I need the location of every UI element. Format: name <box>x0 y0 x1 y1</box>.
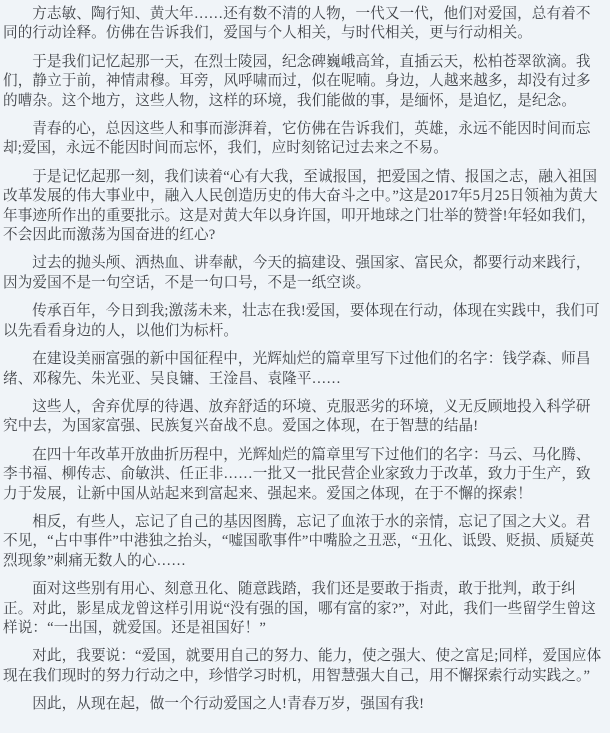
paragraph: 对此，我要说：“爱国，就要用自己的努力、能力，使之强大、使之富足;同样，爱国应体现在我们现时的努力行动之中，珍惜学习时机，用智慧强大自己，用不懈探索行动实践之。” <box>3 648 602 684</box>
paragraph: 传承百年，今日到我;激荡未来，壮志在我!爱国，要体现在行动，体现在实践中，我们可以先看看身边的人，以他们为标杆。 <box>3 303 600 339</box>
paragraph: 因此，从现在起，做一个行动爱国之人!青春万岁，强国有我! <box>32 696 425 713</box>
paragraph: 于是记忆起那一刻，我们读着“心有大我，至诚报国，把爱国之情、报国之志，融入祖国改革发展的伟大事业中，融入人民创造历史的伟大奋斗之中。”这是2017年5月25日领袖为黄大年事迹所作出的重要批示。这是对黄大年以身许国，叩开地球之门壮举的赞誉!年轻如我们，不会因此而激荡为国奋进的红心? <box>3 168 598 244</box>
paragraph: 青春的心，总因这些人和事而澎湃着，它仿佛在告诉我们，英雄，永远不能因时间而忘却;爱国，永远不能因时间而忘怀，我们，应时刻铭记过去来之不易。 <box>3 121 591 157</box>
paragraph: 面对这些别有用心、刻意丑化、随意践踏，我们还是要敢于指责，敢于批判，敢于纠正。对此，影星成龙曾这样引用说“没有强的国，哪有富的家?”，对此，我们一些留学生曾这样说：“一出国，就爱国。还是祖国好！” <box>3 581 596 636</box>
paragraph: 方志敏、陶行知、黄大年……还有数不清的人物，一代又一代，他们对爱国，总有着不同的行动诠释。仿佛在告诉我们，爱国与个人相关，与时代相关，更与行动相关。 <box>3 6 591 42</box>
paragraph: 过去的抛头颅、洒热血、讲奉献，今天的搞建设、强国家、富民众，都要行动来践行，因为爱国不是一句空话，不是一句口号，不是一纸空谈。 <box>3 255 591 291</box>
paragraph: 在建设美丽富强的新中国征程中，光辉灿烂的篇章里写下过他们的名字：钱学森、师昌绪、邓稼先、朱光亚、吴良镛、王淦昌、袁隆平…… <box>3 351 591 387</box>
paragraph: 在四十年改革开放曲折历程中，光辉灿烂的篇章里写下过他们的名字：马云、马化腾、李书福、柳传志、俞敏洪、任正非……一批又一批民营企业家致力于改革，致力于生产，致力于发展，让新中国从站起来到富起来、强起来。爱国之体现，在于不懈的探索！ <box>3 446 591 502</box>
document-body <box>0 5 610 733</box>
paragraph: 于是我们记忆起那一天，在烈士陵园，纪念碑巍峨高耸，直插云天，松柏苍翠欲滴。我们，静立于前，神情肃穆。耳旁，风呼啸而过，似在呢喃。身边，人越来越多，却没有过多的嘈杂。这个地方，这些人物，这样的环境，我们能做的事，是缅怀，是追忆，是纪念。 <box>3 53 591 109</box>
paragraph: 相反，有些人，忘记了自己的基因图腾，忘记了血浓于水的亲情，忘记了国之大义。君不见，“占中事件”中港独之抬头，“嘘国歌事件”中嘴脸之丑恶，“丑化、诋毁、贬损、质疑英烈现象”刺痛无数人的心…… <box>3 513 595 569</box>
paragraph: 这些人，舍弃优厚的待遇、放弃舒适的环境、克服恶劣的环境，义无反顾地投入科学研究中去，为国家富强、民族复兴奋战不息。爱国之体现，在于智慧的结晶! <box>3 398 591 435</box>
